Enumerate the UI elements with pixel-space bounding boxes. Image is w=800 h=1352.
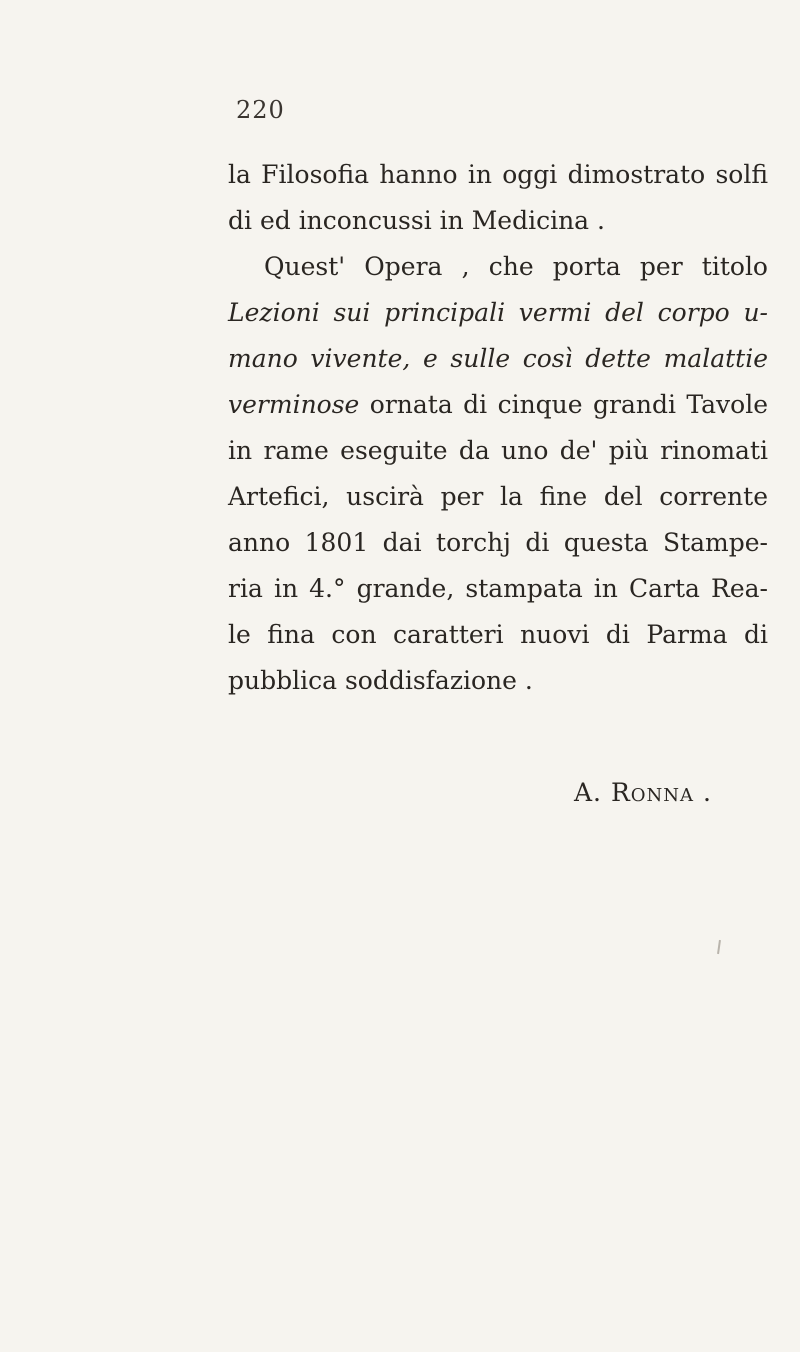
text-line-3: Quest' Opera , che porta per titolo — [264, 252, 768, 281]
signature: A. Ronna . — [574, 778, 712, 807]
page-number: 220 — [236, 96, 285, 124]
text-line-12: pubblica soddisfazione . — [228, 666, 533, 695]
text-line-4: Lezioni sui principali vermi del corpo u- — [228, 298, 768, 327]
text-line-9: anno 1801 dai torchj di questa Stampe- — [228, 528, 768, 557]
text-line-5: mano vivente, e sulle così dette malattie — [228, 344, 768, 373]
text-line-10: ria in 4.° grande, stampata in Carta Rea- — [228, 574, 768, 603]
body-text — [228, 152, 768, 704]
text-line-1: la Filosofia hanno in oggi dimostrato solfi — [228, 160, 768, 189]
text-line-6 — [228, 382, 768, 428]
text-line-7: in rame eseguite da uno de' più rinomati — [228, 436, 768, 465]
text-line-6-roman: ornata di cinque grandi Tavole — [359, 390, 768, 419]
text-line-8: Artefici, uscirà per la fine del corrente — [228, 482, 768, 511]
text-line-2: di ed inconcussi in Medicina . — [228, 206, 605, 235]
text-line-6-italic: verminose — [228, 390, 360, 419]
ink-mark — [717, 940, 721, 954]
text-line-11: le fina con caratteri nuovi di Parma di — [228, 620, 768, 649]
